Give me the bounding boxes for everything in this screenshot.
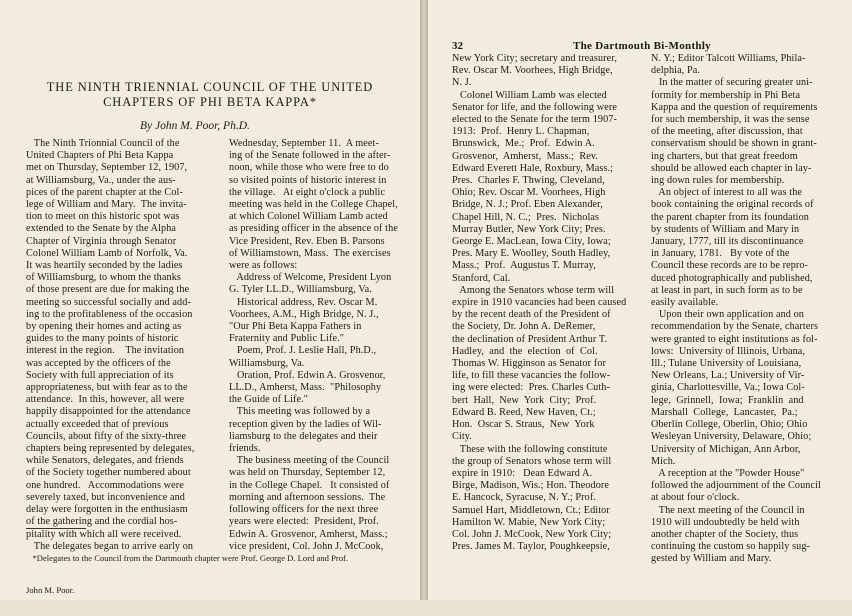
text-line: recommendation by the Senate, charters — [651, 321, 819, 333]
text-line: met on Thursday, September 12, 1907, — [26, 162, 188, 174]
text-line: Pres. Mary E. Woolley, South Hadley, — [452, 248, 611, 260]
text-line: Stanford, Cal. — [452, 272, 511, 284]
text-line: United Chapters of Phi Beta Kappa — [26, 150, 174, 162]
text-line: so visited points of historic interest in — [229, 174, 387, 186]
text-line: These with the following constitute — [452, 443, 608, 455]
text-line: ginia, Charlottesville, Va.; Iowa Col- — [651, 382, 805, 394]
text-line: easily available. — [651, 297, 719, 309]
text-line: of those present are due for making the — [26, 284, 190, 296]
article-title — [20, 80, 400, 110]
running-head: The Dartmouth Bi-Monthly — [573, 40, 711, 52]
text-line: happily disappointed for the attendance — [26, 406, 191, 418]
text-line: Historical address, Rev. Oscar M. — [229, 296, 378, 308]
footnote-rule — [26, 528, 86, 529]
text-line: George E. MacLean, Iowa City, Iowa; — [452, 236, 611, 248]
footnote-line: *Delegates to the Council from the Dartmouth chapter were Prof. George D. Lord and Prof. — [26, 553, 349, 563]
text-line: book containing the original records of — [651, 199, 814, 211]
text-line: Colonel William Lamb was elected — [452, 89, 607, 101]
text-line: The delegates began to arrive early on — [26, 540, 194, 552]
text-line: New York City; secretary and treasurer, — [452, 53, 618, 64]
text-line: years were elected: President, Prof. — [229, 516, 379, 528]
text-line: Councils, about fifty of the sixty-three — [26, 430, 187, 442]
text-line: appropriateness, but with fear as to the — [26, 382, 188, 394]
text-line: Thomas W. Higginson as Senator for — [452, 358, 606, 370]
text-line: the village. At eight o'clock a public — [229, 186, 386, 198]
text-line: bert Hall, New York City; Prof. — [452, 394, 597, 406]
text-line: reception given by the ladies of Wil- — [229, 418, 382, 430]
text-line: by the recent death of the President of — [452, 309, 611, 321]
text-line: expire in 1910 vacancies had been caused — [452, 297, 627, 309]
text-line: in January, 1781. By vote of the — [651, 248, 790, 260]
text-line: elected to the Senate for the term 1907- — [452, 114, 617, 126]
text-line: of the Society together numbered about — [26, 467, 191, 479]
text-line: severely taxed, but inconvenience and — [26, 491, 185, 503]
text-line: meeting so successful socially and add- — [26, 296, 191, 308]
text-line: Col. John J. McCook, New York City; — [452, 528, 612, 540]
text-line: ing charters, but that great freedom — [651, 150, 798, 162]
text-line: Pres. Charles F. Thwing, Cleveland, — [452, 175, 605, 187]
text-line: guides to the many points of historic — [26, 333, 179, 345]
text-line: morning and afternoon sessions. The — [229, 491, 386, 503]
text-line: The business meeting of the Council — [229, 455, 390, 467]
text-line: Ohio; Rev. Oscar M. Voorhees, High — [452, 187, 606, 199]
text-line: Pres. James M. Taylor, Poughkeepsie, — [452, 541, 610, 553]
text-line: Wednesday, September 11. A meet- — [229, 138, 379, 149]
text-line: of the meeting, after discussion, that — [651, 126, 803, 138]
text-line: Brunswick, Me.; Prof. Edwin A. — [452, 138, 595, 150]
text-line: lege, Grinnell, Iowa; Franklin and — [651, 394, 804, 406]
text-line: Mass.; Prof. Augustus T. Murray, — [452, 260, 596, 272]
text-line: continuing the custom so happily sug- — [651, 541, 811, 553]
text-line: should be allowed each chapter in lay- — [651, 162, 812, 174]
text-line: of Williamstown, Mass. The exercises — [229, 247, 391, 259]
text-line: Murray Butler, New York City; Pres. — [452, 223, 606, 235]
text-line: following officers for the next three — [229, 504, 379, 516]
article-title-line-1: THE NINTH TRIENNIAL COUNCIL OF THE UNITED — [46, 80, 374, 94]
text-line: expire in 1910: Dean Edward A. — [452, 467, 593, 479]
text-line: lows: University of Illinois, Urbana, — [651, 345, 806, 357]
text-line: Hon. Oscar S. Straus, New York — [452, 419, 595, 431]
text-line: gested by William and Mary. — [651, 553, 772, 565]
text-line: Upon their own application and on — [651, 309, 804, 321]
text-line: attendance. In this, however, all were — [26, 394, 185, 406]
text-line: Edward B. Reed, New Haven, Ct.; — [452, 406, 596, 418]
text-line: In the matter of securing greater uni- — [651, 77, 813, 89]
text-line: the declination of President Arthur T. — [452, 333, 608, 345]
text-line: Among the Senators whose term will — [452, 284, 615, 296]
text-line: while Senators, delegates, and friends — [26, 455, 184, 467]
text-line: Edward Everett Hale, Roxbury, Mass.; — [452, 162, 614, 174]
footnote-line: John M. Poor. — [26, 584, 75, 595]
footnote — [26, 532, 411, 616]
text-line: as presiding officer in the absence of the — [229, 223, 398, 235]
text-line: Address of Welcome, President Lyon — [229, 272, 392, 284]
text-line: lege of William and Mary. The invita- — [26, 199, 187, 211]
text-line: Kappa and the question of requirements — [651, 101, 818, 113]
text-line: "Our Phi Beta Kappa Fathers in — [229, 321, 362, 333]
text-line: Voorhees, A.M., High Bridge, N. J., — [229, 308, 379, 320]
column-2 — [229, 138, 415, 553]
text-line: interest in the region. The invitation — [26, 345, 185, 357]
text-line: Hamilton W. Mabie, New York City; — [452, 516, 606, 528]
text-line: Williamsburg, Va. — [229, 357, 305, 369]
text-line: Samuel Hart, Middletown, Ct.; Editor — [452, 504, 610, 516]
text-line: in the College Chapel. It consisted of — [229, 479, 390, 491]
column-4 — [651, 53, 841, 566]
text-line: pitality with which all were received. — [26, 528, 182, 540]
text-line: University of Michigan, Ann Arbor, — [651, 443, 801, 455]
text-line: of the gathering and the cordial hos- — [26, 516, 178, 528]
text-line: G. Tyler LL.D., Williamsburg, Va. — [229, 284, 372, 296]
text-line: E. Hancock, Syracuse, N. Y.; Prof. — [452, 492, 597, 504]
text-line: LL.D., Amherst, Mass. "Philosophy — [229, 382, 382, 394]
text-line: ing were elected: Pres. Charles Cuth- — [452, 382, 610, 394]
text-line: extended to the Senate by the Alpha — [26, 223, 177, 235]
text-line: Oberlin College, Oberlin, Ohio; Ohio — [651, 419, 808, 431]
text-line: were granted to eight institutions as fol- — [651, 333, 818, 345]
text-line: by students of William and Mary in — [651, 223, 800, 235]
text-line: ing of the Senate followed in the after- — [229, 150, 391, 162]
text-line: ing down rules for membership. — [651, 175, 785, 187]
text-line: pices of the parent chapter at the Col- — [26, 186, 183, 198]
text-line: It was heartily seconded by the ladies — [26, 260, 183, 272]
left-page — [0, 0, 420, 600]
text-line: liamsburg to the delegates and their — [229, 430, 378, 442]
text-line: Society with full appreciation of its — [26, 369, 174, 381]
text-line: Hadley, and the election of Col. — [452, 345, 598, 357]
text-line: at Williamsburg, Va., under the aus- — [26, 174, 176, 186]
text-line: Rev. Oscar M. Voorhees, High Bridge, — [452, 65, 613, 77]
text-line: at least in part, in such form as to be — [651, 284, 803, 296]
text-line: N. J. — [452, 77, 472, 89]
page-number: 32 — [452, 40, 463, 52]
text-line: Edwin A. Grosvenor, Amherst, Mass.; — [229, 528, 388, 540]
text-line: Grosvenor, Amherst, Mass.; Rev. — [452, 150, 599, 162]
text-line: City. — [452, 431, 472, 443]
text-line: Oration, Prof. Edwin A. Grosvenor, — [229, 369, 386, 381]
text-line: noon, while those who were free to do — [229, 162, 389, 174]
text-line: Birge, Madison, Wis.; Hon. Theodore — [452, 480, 610, 492]
text-line: meeting was held in the College Chapel, — [229, 199, 398, 211]
text-line: the Guide of Life." — [229, 394, 309, 406]
text-line: January, 1777, till its discontinuance — [651, 236, 804, 248]
text-line: by opening their homes and acting as — [26, 321, 182, 333]
text-line: Chapter of Virginia through Senator — [26, 235, 177, 247]
text-line: 1910 will undoubtedly be held with — [651, 516, 800, 528]
book-gutter — [420, 0, 428, 600]
text-line: The Ninth Trionnial Council of the — [26, 138, 180, 149]
text-line: ing to the profitableness of the occasion — [26, 308, 193, 320]
article-title-line-2: CHAPTERS OF PHI BETA KAPPA* — [103, 95, 317, 109]
text-line: another chapter of the Society, thus — [651, 528, 799, 540]
text-line: Mich. — [651, 455, 676, 467]
text-line: at about four o'clock. — [651, 492, 740, 504]
text-line: Senator for life, and the following were — [452, 101, 617, 113]
text-line: for such membership, it was the sense — [651, 114, 810, 126]
text-line: life, to fill these vacancies the follow- — [452, 370, 611, 382]
text-line: friends. — [229, 443, 261, 455]
text-line: the parent chapter from its foundation — [651, 211, 809, 223]
text-line: N. Y.; Editor Talcott Williams, Phila- — [651, 53, 806, 64]
text-line: Chapel Hill, N. C.; Pres. Nicholas — [452, 211, 600, 223]
text-line: vice president, Col. John J. McCook, — [229, 540, 384, 552]
column-1 — [26, 138, 216, 553]
text-line: Vice President, Rev. Eben B. Parsons — [229, 235, 385, 247]
text-line: one hundred. Accommodations were — [26, 479, 184, 491]
text-line: delphia, Pa. — [651, 65, 701, 77]
text-line: were as follows: — [229, 260, 298, 272]
text-line: the Society, Dr. John A. DeRemer, — [452, 321, 596, 333]
text-line: Council these records are to be repro- — [651, 260, 809, 272]
text-line: A reception at the "Powder House" — [651, 467, 805, 479]
text-line: tion to meet on this historic spot was — [26, 211, 180, 223]
text-line: chapters being represented by delegates, — [26, 443, 195, 455]
text-line: the group of Senators whose term will — [452, 455, 612, 467]
text-line: New Orleans, La.; University of Vir- — [651, 370, 805, 382]
text-line: 1913: Prof. Henry L. Chapman, — [452, 126, 590, 138]
text-line: Colonel William Lamb of Norfolk, Va. — [26, 247, 188, 259]
text-line: duced photographically and published, — [651, 272, 813, 284]
text-line: conservatism should be shown in grant- — [651, 138, 817, 150]
text-line: of Williamsburg, to whom the thanks — [26, 272, 181, 284]
text-line: The next meeting of the Council in — [651, 504, 805, 516]
text-line: Poem, Prof. J. Leslie Hall, Ph.D., — [229, 345, 377, 357]
text-line: was accepted by the officers of the — [26, 357, 171, 369]
text-line: formity for membership in Phi Beta — [651, 89, 801, 101]
text-line: An object of interest to all was the — [651, 187, 803, 199]
text-line: actually exceeded that of previous — [26, 418, 169, 430]
text-line: Marshall College, Lancaster, Pa.; — [651, 406, 798, 418]
text-line: at which Colonel William Lamb acted — [229, 211, 388, 223]
text-line: Bridge, N. J.; Prof. Eben Alexander, — [452, 199, 603, 211]
text-line: This meeting was followed by a — [229, 406, 371, 418]
text-line: Fraternity and Public Life." — [229, 333, 345, 345]
text-line: delay were forgotten in the enthusiasm — [26, 504, 188, 516]
text-line: was held on Thursday, September 12, — [229, 467, 386, 479]
column-3 — [452, 53, 642, 553]
text-line: Wesleyan University, Delaware, Ohio; — [651, 431, 812, 443]
text-line: followed the adjournment of the Council — [651, 480, 821, 492]
text-line: Ill.; Tulane University of Louisiana, — [651, 358, 802, 370]
byline: By John M. Poor, Ph.D. — [140, 120, 250, 132]
